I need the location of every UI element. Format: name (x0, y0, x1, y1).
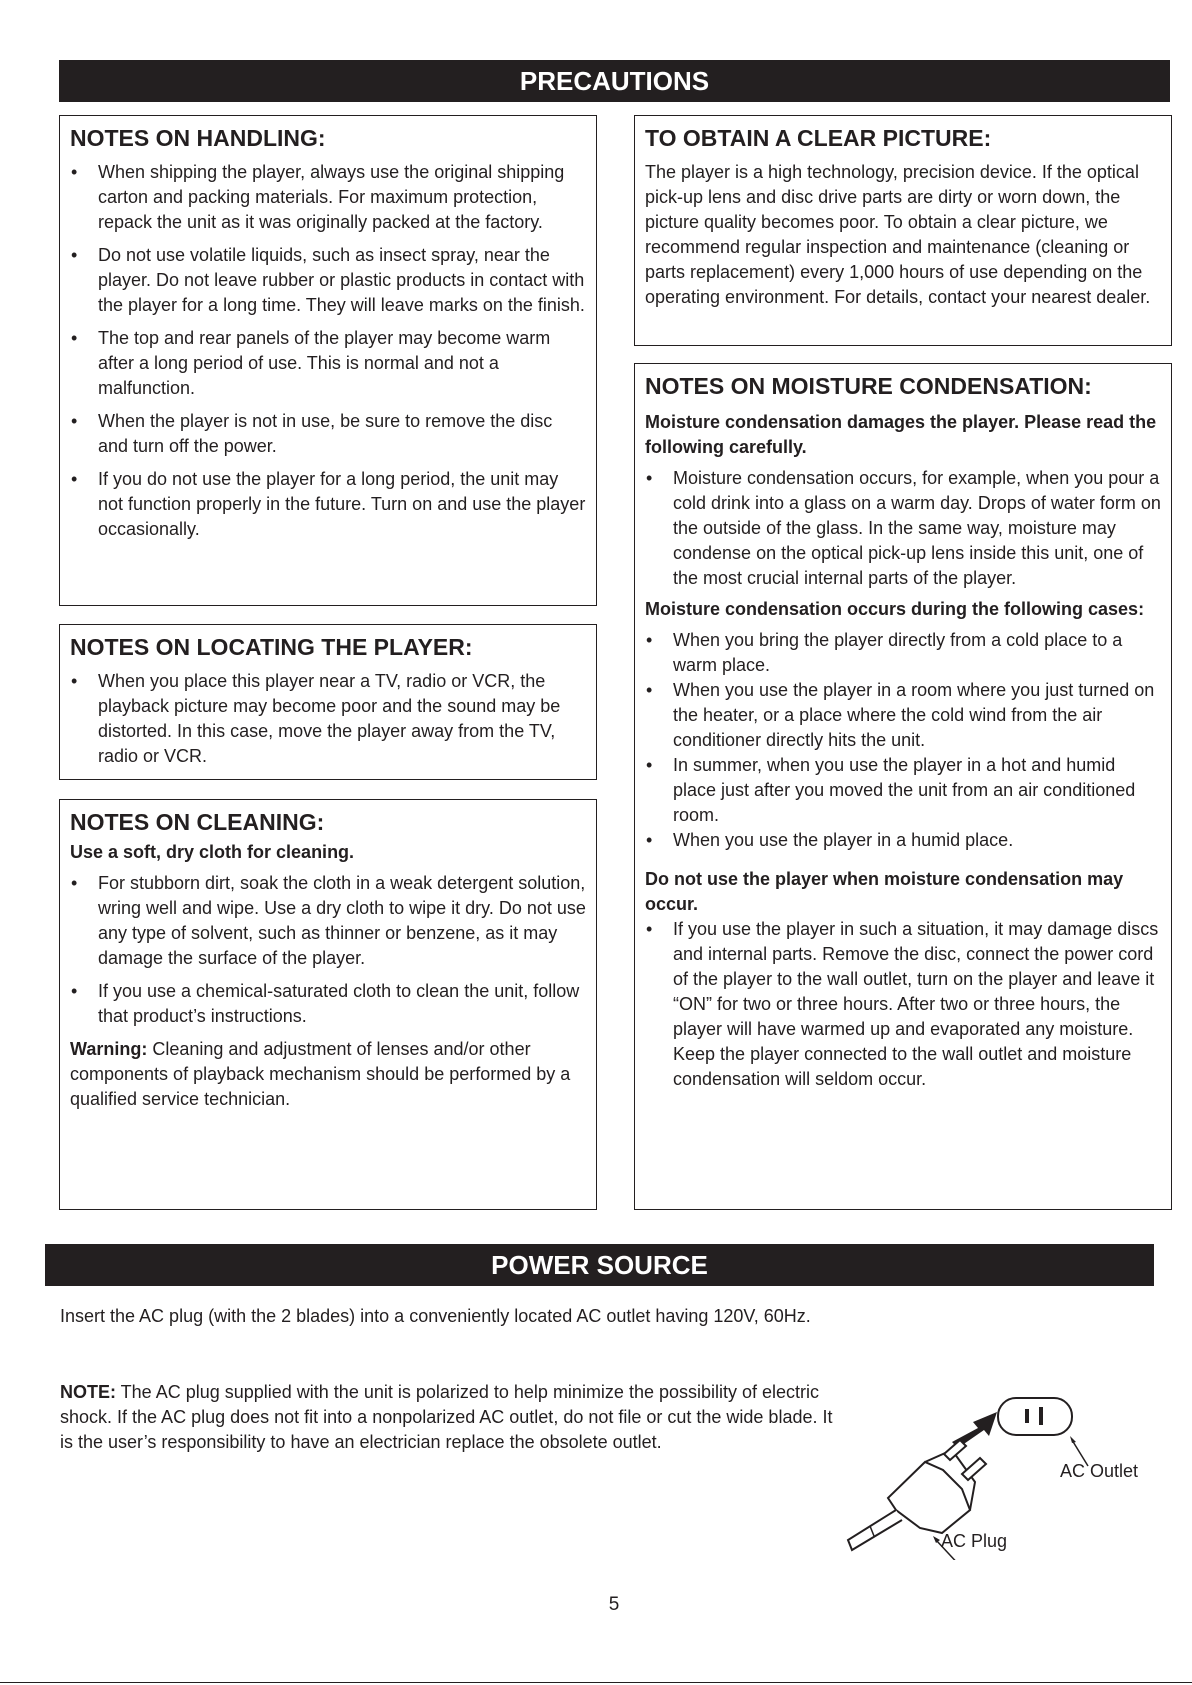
warning-label: Warning: (70, 1039, 148, 1059)
list-item: • When you bring the player directly from a cold place to a warm place. (645, 628, 1161, 678)
locating-list (70, 669, 586, 769)
moisture-cases-heading: Moisture condensation occurs during the following cases: (645, 599, 1145, 619)
cleaning-box (59, 799, 597, 1210)
clear-picture-text: The player is a high technology, precision device. If the optical pick-up lens and disc drive parts are dirty or worn down, the picture quality becomes poor. To obtain a clear picture, we recommend regular inspection and maintenance (cleaning or parts replacement) every 1,000 hours of use depending on the operating environment. For details, contact your nearest dealer. (645, 162, 1151, 307)
cleaning-list (70, 871, 586, 1029)
list-item: • When you use the player in a room where you just turned on the heater, or a place where the cold wind from the air conditioner directly hits the unit. (645, 678, 1161, 753)
page-number: 5 (608, 1594, 620, 1615)
bottom-rule (0, 1682, 1192, 1683)
ac-plug-icon (888, 1462, 970, 1533)
note-label: NOTE: (60, 1382, 116, 1402)
moisture-list (645, 466, 1161, 591)
list-item: • When shipping the player, always use the original shipping carton and packing materials. For maximum protection, repack the unit as it was originally packed at the factory. (70, 160, 586, 235)
list-item: • The top and rear panels of the player may become warm after a long period of use. This is normal and not a malfunction. (70, 326, 586, 401)
note-text: The AC plug supplied with the unit is polarized to help minimize the possibility of electric shock. If the AC plug does not fit into a nonpolarized AC outlet, do not file or cut the wide blade. It is the user’s responsibility to have an electrician replace the obsolete outlet. (60, 1382, 833, 1452)
list-item: • If you do not use the player for a long period, the unit may not function properly in the future. Turn on and use the player occasionally. (70, 467, 586, 542)
clear-picture-heading: TO OBTAIN A CLEAR PICTURE: (645, 125, 992, 151)
handling-list (70, 160, 586, 542)
moisture-box (634, 363, 1172, 1210)
precautions-title: PRECAUTIONS (59, 60, 1170, 102)
list-item: • In summer, when you use the player in a hot and humid place just after you moved the unit from an air conditioned room. (645, 753, 1161, 828)
ac-outlet-icon (998, 1398, 1072, 1435)
list-item: • When you place this player near a TV, radio or VCR, the playback picture may become poor and the sound may be distorted. In this case, move the player away from the TV, radio or VCR. (70, 669, 586, 769)
moisture-intro: Moisture condensation damages the player. Please read the following carefully. (645, 412, 1157, 457)
moisture-dont-list (645, 917, 1161, 1092)
moisture-dont-heading: Do not use the player when moisture condensation may occur. (645, 869, 1124, 914)
locating-heading: NOTES ON LOCATING THE PLAYER: (70, 634, 473, 660)
cleaning-heading: NOTES ON CLEANING: (70, 809, 325, 835)
list-item: • If you use a chemical-saturated cloth to clean the unit, follow that product’s instructions. (70, 979, 586, 1029)
moisture-heading: NOTES ON MOISTURE CONDENSATION: (645, 373, 1092, 399)
clear-picture-box (634, 115, 1172, 346)
handling-heading: NOTES ON HANDLING: (70, 125, 326, 151)
list-item: • When the player is not in use, be sure to remove the disc and turn off the power. (70, 409, 586, 459)
locating-box (59, 624, 597, 780)
cleaning-warning (70, 1037, 586, 1112)
list-item: • Do not use volatile liquids, such as insect spray, near the player. Do not leave rubber or plastic products in contact with the player for a long time. They will leave marks on the finish. (70, 243, 586, 318)
ac-plug-label: AC Plug (941, 1531, 1008, 1551)
warning-text: Cleaning and adjustment of lenses and/or other components of playback mechanism should be performed by a qualified service technician. (70, 1039, 571, 1109)
ac-outlet-label: AC Outlet (1060, 1461, 1139, 1481)
power-source-title: POWER SOURCE (45, 1244, 1154, 1286)
list-item: • For stubborn dirt, soak the cloth in a weak detergent solution, wring well and wipe. Use a dry cloth to wipe it dry. Do not use any type of solvent, such as thinner or benzene, as it may damage the surface of the player. (70, 871, 586, 971)
cleaning-intro: Use a soft, dry cloth for cleaning. (70, 842, 355, 862)
power-source-text: Insert the AC plug (with the 2 blades) into a conveniently located AC outlet having 120V, 60Hz. (60, 1306, 811, 1326)
list-item: • Moisture condensation occurs, for example, when you pour a cold drink into a glass on a warm day. Drops of water form on the outside of the glass. In the same way, moisture may condense on the optical pick-up lens inside this unit, one of the most crucial internal parts of the player. (645, 466, 1161, 591)
handling-box (59, 115, 597, 606)
list-item: • If you use the player in such a situation, it may damage discs and internal parts. Remove the disc, connect the power cord of the player to the wall outlet, turn on the player and leave it “ON” for two or three hours. After two or three hours, the player will have warmed up and evaporated any moisture. Keep the player connected to the wall outlet and moisture condensation will seldom occur. (645, 917, 1161, 1092)
list-item: • When you use the player in a humid place. (645, 828, 1161, 853)
moisture-cases-list (645, 628, 1161, 853)
power-source-note (60, 1380, 840, 1455)
